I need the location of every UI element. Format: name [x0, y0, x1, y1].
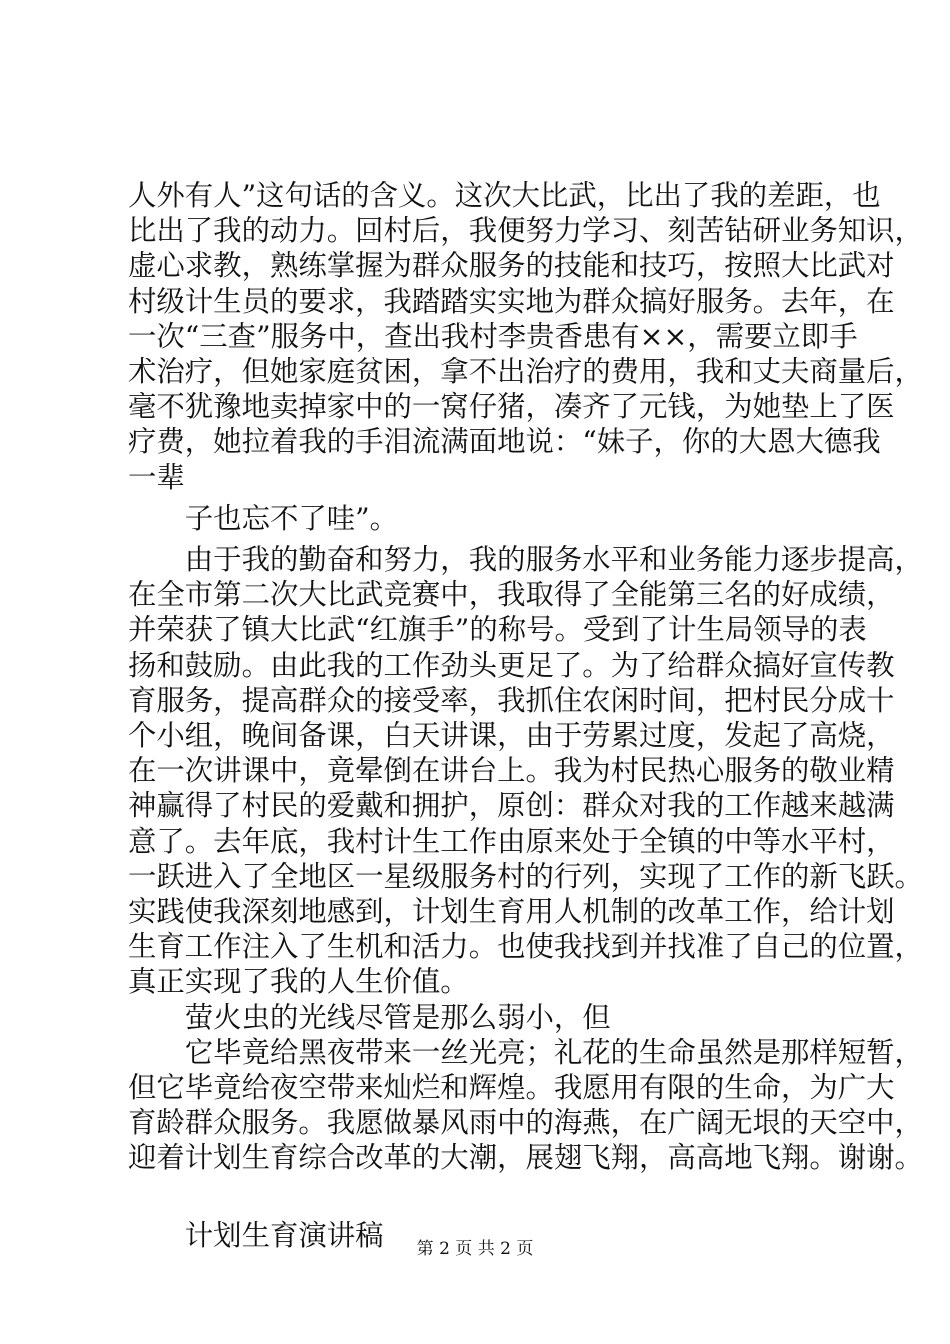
text-line: 一辈 [128, 460, 185, 494]
text-line: 并荣获了镇大比武“红旗手”的称号。受到了计生局领导的表 [128, 613, 867, 647]
text-line: 意了。去年底，我村计生工作由原来处于全镇的中等水平村， [128, 824, 895, 858]
text-line: 村级计生员的要求，我踏踏实实地为群众搞好服务。去年，在 [128, 284, 895, 318]
text-line: 真正实现了我的人生价值。 [128, 965, 469, 999]
text-line: 一次“三查”服务中，查出我村李贵香患有××，需要立即手 [128, 319, 858, 353]
text-line: 在一次讲课中，竟晕倒在讲台上。我为村民热心服务的敬业精 [128, 754, 895, 788]
text-line: 由于我的勤奋和努力，我的服务水平和业务能力逐步提高， [128, 543, 923, 576]
text-line: 虚心求教，熟练掌握为群众服务的技能和技巧，按照大比武对 [128, 249, 895, 283]
text-line: 扬和鼓励。由此我的工作劲头更足了。为了给群众搞好宣传教 [128, 648, 895, 682]
document-title-line: 计划生育演讲稿 [128, 1218, 384, 1252]
text-line: 术治疗，但她家庭贫困，拿不出治疗的费用，我和丈夫商量后， [128, 355, 923, 388]
text-line: 子也忘不了哇”。 [128, 501, 399, 535]
text-line: 疗费，她拉着我的手泪流满面地说：“妹子，你的大恩大德我 [128, 425, 881, 459]
text-line: 人外有人”这句话的含义。这次大比武，比出了我的差距，也 [128, 179, 881, 212]
page-footer: 第 2 页 共 2 页 [416, 1239, 534, 1259]
text-line: 在全市第二次大比武竞赛中，我取得了全能第三名的好成绩， [128, 578, 895, 612]
text-line: 一跃进入了全地区一星级服务村的行列，实现了工作的新飞跃。 [128, 859, 923, 893]
text-line: 生育工作注入了生机和活力。也使我找到并找准了自己的位置， [128, 930, 923, 964]
text-line: 萤火虫的光线尽管是那么弱小，但 [128, 1000, 611, 1034]
text-line: 育龄群众服务。我愿做暴风雨中的海燕，在广阔无垠的天空中， [128, 1106, 923, 1140]
text-line: 它毕竟给黑夜带来一丝光亮；礼花的生命虽然是那样短暂， [128, 1035, 923, 1069]
text-line: 实践使我深刻地感到，计划生育用人机制的改革工作，给计划 [128, 895, 895, 928]
text-line: 比出了我的动力。回村后，我便努力学习、刻苦钻研业务知识， [128, 214, 923, 248]
text-line: 毫不犹豫地卖掉家中的一窝仔猪，凑齐了元钱，为她垫上了医 [128, 390, 895, 424]
text-line: 个小组，晚间备课，白天讲课，由于劳累过度，发起了高烧， [128, 719, 895, 752]
text-line: 神赢得了村民的爱戴和拥护，原创：群众对我的工作越来越满 [128, 789, 895, 823]
text-line: 迎着计划生育综合改革的大潮，展翅飞翔，高高地飞翔。谢谢。 [128, 1141, 923, 1175]
text-line: 育服务，提高群众的接受率，我抓住农闲时间，把村民分成十 [128, 683, 895, 717]
text-line: 但它毕竟给夜空带来灿烂和辉煌。我愿用有限的生命，为广大 [128, 1071, 895, 1104]
